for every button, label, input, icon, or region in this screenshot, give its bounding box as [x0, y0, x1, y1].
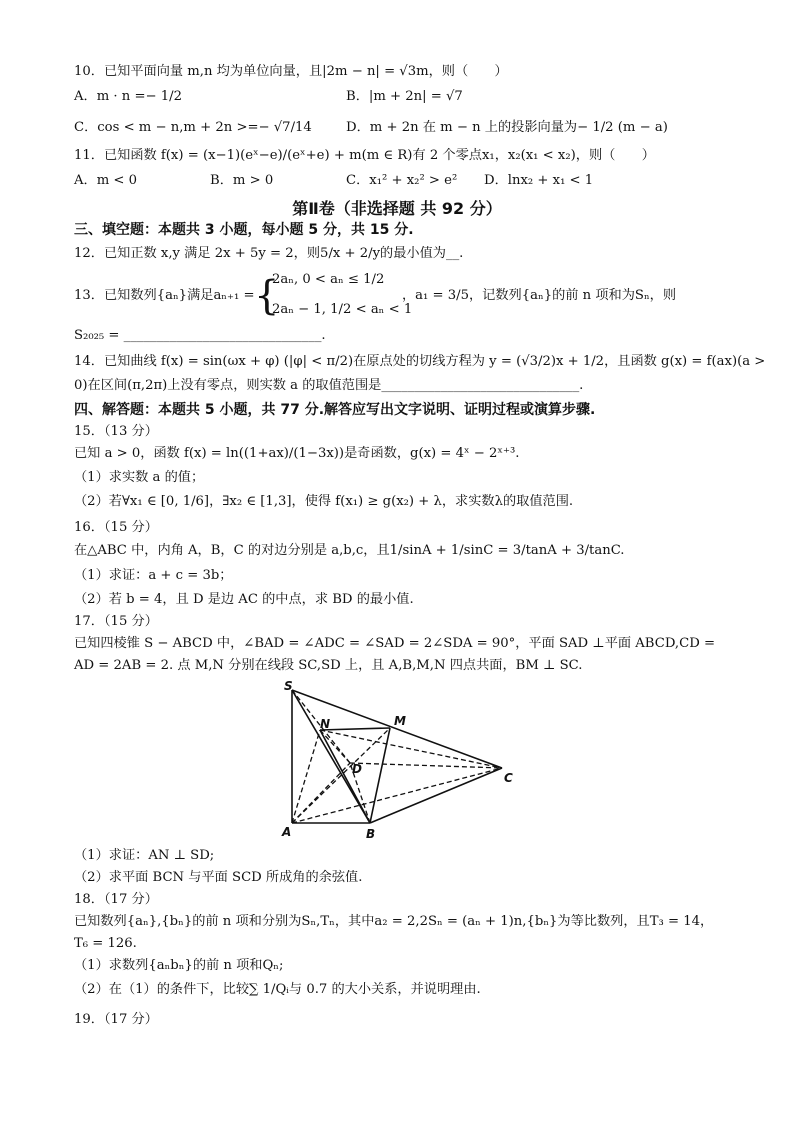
q12-text: 12．已知正数 x,y 满足 2x + 5y = 2，则5/x + 2/y的最小值为__. — [74, 246, 464, 261]
q10-option-d: D．m + 2n 在 m − n 上的投影向量为− 1/2 (m − a) — [346, 120, 668, 135]
q15-part2: （2）若∀x₁ ∈ [0, 1/6]，∃x₂ ∈ [1,3]，使得 f(x₁) ≥ g(x₂) + λ，求实数λ的取值范围. — [74, 494, 574, 509]
q17-line1: 已知四棱锥 S − ABCD 中，∠BAD = ∠ADC = ∠SAD = 2∠SDA = 90°，平面 SAD ⊥平面 ABCD,CD = — [74, 636, 716, 651]
q10-stem: 10．已知平面向量 m,n 均为单位向量，且|2m − n| = √3m，则（ ） — [74, 64, 508, 79]
q13-case2: 2aₙ − 1, 1/2 < aₙ < 1 — [272, 302, 413, 317]
q15-line1: 已知 a > 0，函数 f(x) = ln((1+ax)/(1−3x))是奇函数，g(x) = 4ˣ − 2ˣ⁺³. — [74, 446, 520, 461]
q17-part2: （2）求平面 BCN 与平面 SCD 所成角的余弦值. — [74, 870, 363, 885]
q13-pre-text: 13．已知数列{aₙ}满足aₙ₊₁ = — [74, 288, 255, 303]
q15-head: 15．（13 分） — [74, 424, 158, 439]
q13-case1: 2aₙ, 0 < aₙ ≤ 1/2 — [272, 272, 385, 287]
q11-stem: 11．已知函数 f(x) = (x−1)(eˣ−e)/(eˣ+e) + m(m ∈ R)有 2 个零点x₁，x₂(x₁ < x₂)，则（ ） — [74, 148, 655, 163]
q18-part2: （2）在（1）的条件下，比较∑ 1/Qᵢ与 0.7 的大小关系，并说明理由. — [74, 982, 481, 997]
section-3-heading: 三、填空题：本题共 3 小题，每小题 5 分，共 15 分. — [74, 222, 414, 238]
section-4-heading: 四、解答题：本题共 5 小题，共 77 分.解答应写出文字说明、证明过程或演算步骤. — [74, 402, 596, 418]
q13-ask: S₂₀₂₅ = ______________________________. — [74, 328, 326, 343]
q11-option-d: D．lnx₂ + x₁ < 1 — [484, 173, 594, 188]
q19-head: 19．（17 分） — [74, 1012, 158, 1027]
q16-line1: 在△ABC 中，内角 A，B，C 的对边分别是 a,b,c，且1/sinA + 1/sinC = 3/tanA + 3/tanC. — [74, 543, 625, 558]
part2-title: 第Ⅱ卷（非选择题 共 92 分） — [292, 199, 502, 218]
q11-option-c: C．x₁² + x₂² > e² — [346, 173, 458, 188]
q17-head: 17．（15 分） — [74, 614, 158, 629]
q13-post: ，a₁ = 3/5，记数列{aₙ}的前 n 项和为Sₙ，则 — [402, 288, 677, 303]
q10-option-b: B．|m + 2n| = √7 — [346, 89, 463, 104]
q18-part1: （1）求数列{aₙbₙ}的前 n 项和Qₙ; — [74, 958, 284, 973]
q14-line1: 14．已知曲线 f(x) = sin(ωx + φ) (|φ| < π/2)在原点处的切线方程为 y = (√3/2)x + 1/2，且函数 g(x) = f(ax)(a > — [74, 354, 766, 369]
label-n: N — [320, 717, 331, 731]
q16-part1: （1）求证：a + c = 3b； — [74, 568, 233, 583]
q18-head: 18．（17 分） — [74, 892, 158, 907]
q18-line1: 已知数列{aₙ},{bₙ}的前 n 项和分别为Sₙ,Tₙ，其中a₂ = 2,2Sₙ = (aₙ + 1)n,{bₙ}为等比数列，且T₃ = 14， — [74, 914, 714, 929]
label-a: A — [282, 825, 292, 839]
q18-line2: T₆ = 126. — [74, 936, 137, 951]
q10-option-a: A．m · n =− 1/2 — [74, 89, 182, 104]
q17-line2: AD = 2AB = 2. 点 M,N 分别在线段 SC,SD 上，且 A,B,M,N 四点共面，BM ⊥ SC. — [74, 658, 583, 673]
label-d: D — [352, 762, 362, 776]
q13-brace: { — [254, 273, 280, 319]
q14-line2: 0)在区间(π,2π)上没有零点，则实数 a 的取值范围是______________________________. — [74, 378, 584, 393]
label-c: C — [504, 771, 513, 785]
q16-head: 16．（15 分） — [74, 520, 158, 535]
q17-part1: （1）求证：AN ⊥ SD; — [74, 848, 215, 863]
label-b: B — [366, 827, 376, 841]
label-m: M — [394, 714, 406, 728]
q10-option-c: C．cos < m − n,m + 2n >=− √7/14 — [74, 120, 312, 135]
q11-option-b: B．m > 0 — [210, 173, 274, 188]
q15-part1: （1）求实数 a 的值； — [74, 470, 205, 485]
q16-part2: （2）若 b = 4，且 D 是边 AC 的中点，求 BD 的最小值. — [74, 592, 414, 607]
label-s: S — [284, 679, 293, 693]
q11-option-a: A．m < 0 — [74, 173, 138, 188]
pyramid-figure — [270, 678, 530, 843]
